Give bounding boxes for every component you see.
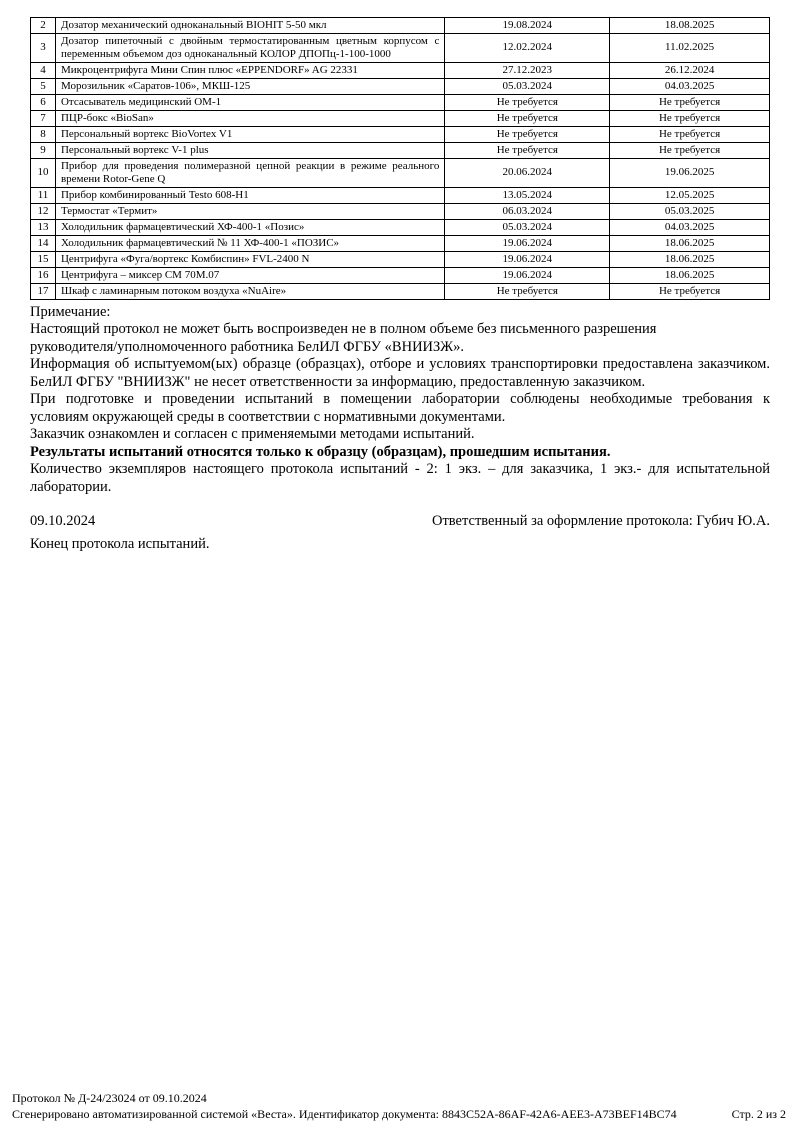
row-number: 17 (31, 283, 56, 299)
verification-valid-until: Не требуется (610, 126, 770, 142)
verification-date: 13.05.2024 (445, 187, 610, 203)
verification-date: 05.03.2024 (445, 78, 610, 94)
verification-valid-until: 05.03.2025 (610, 203, 770, 219)
signoff-block (30, 513, 770, 553)
verification-valid-until: 04.03.2025 (610, 219, 770, 235)
table-row (31, 78, 770, 94)
table-row (31, 94, 770, 110)
verification-date: 06.03.2024 (445, 203, 610, 219)
note-line: БелИЛ ФГБУ "ВНИИЗЖ" не несет ответственности за информацию, предоставленную заказчиком. (30, 373, 646, 390)
equipment-name: Прибор комбинированный Testo 608-H1 (55, 187, 444, 203)
table-row (31, 187, 770, 203)
equipment-table (30, 17, 770, 300)
verification-date: 19.06.2024 (445, 235, 610, 251)
verification-date: 19.08.2024 (445, 18, 610, 34)
protocol-date: 09.10.2024 (30, 513, 96, 530)
row-number: 5 (31, 78, 56, 94)
note-line: Настоящий протокол не может быть воспроизведен не в полном объеме без письменного разрешения (30, 321, 657, 338)
verification-valid-until: 18.06.2025 (610, 235, 770, 251)
equipment-name: Дозатор пипеточный с двойным термостатированным цветным корпусом с переменным объемом доз одноканальный КОЛОР ДПОПц-1-100-1000 (55, 34, 444, 63)
row-number: 15 (31, 251, 56, 267)
verification-date: 05.03.2024 (445, 219, 610, 235)
equipment-name: Дозатор механический одноканальный BIOHIT 5-50 мкл (55, 18, 444, 34)
verification-valid-until: 18.06.2025 (610, 251, 770, 267)
footer-page-number: Стр. 2 из 2 (731, 1107, 786, 1121)
table-row (31, 219, 770, 235)
verification-date: 20.06.2024 (445, 158, 610, 187)
signoff-row (30, 513, 770, 531)
verification-valid-until: Не требуется (610, 94, 770, 110)
verification-date: Не требуется (445, 283, 610, 299)
verification-valid-until: 11.02.2025 (610, 34, 770, 63)
footer-generated-info: Сгенерировано автоматизированной системой «Веста». Идентификатор документа: 8843C52A-86AF-42A6-AEE3-A73BEF14BC74 (12, 1107, 677, 1121)
table-row (31, 158, 770, 187)
note-line: Количество экземпляров настоящего протокола испытаний - 2: 1 экз. – для заказчика, 1 экз.- для испытательной (30, 461, 770, 478)
footer-protocol-number: Протокол № Д-24/23024 от 09.10.2024 (12, 1091, 207, 1105)
row-number: 6 (31, 94, 56, 110)
equipment-name: Центрифуга – миксер СМ 70М.07 (55, 267, 444, 283)
end-of-protocol-line: Конец протокола испытаний. (30, 535, 210, 552)
row-number: 10 (31, 158, 56, 187)
verification-date: Не требуется (445, 142, 610, 158)
verification-date: 12.02.2024 (445, 34, 610, 63)
row-number: 11 (31, 187, 56, 203)
note-line: Примечание: (30, 303, 111, 320)
page-footer (12, 1090, 786, 1122)
note-line: При подготовке и проведении испытаний в помещении лаборатории соблюдены необходимые требования к (30, 391, 770, 408)
equipment-table-body (31, 18, 770, 300)
table-row (31, 18, 770, 34)
note-line: руководителя/уполномоченного работника БелИЛ ФГБУ «ВНИИЗЖ». (30, 338, 464, 355)
table-row (31, 235, 770, 251)
row-number: 2 (31, 18, 56, 34)
note-line: Заказчик ознакомлен и согласен с применяемыми методами испытаний. (30, 426, 475, 443)
verification-valid-until: Не требуется (610, 110, 770, 126)
verification-date: Не требуется (445, 126, 610, 142)
note-line: Информация об испытуемом(ых) образце (образцах), отборе и условиях транспортировки предоставлена заказчиком. (30, 356, 770, 373)
verification-date: 27.12.2023 (445, 62, 610, 78)
row-number: 13 (31, 219, 56, 235)
verification-valid-until: Не требуется (610, 283, 770, 299)
table-row (31, 283, 770, 299)
table-row (31, 267, 770, 283)
verification-valid-until: 19.06.2025 (610, 158, 770, 187)
note-line: условиям окружающей среды в соответствии с нормативными документами. (30, 408, 506, 425)
equipment-name: Термостат «Термит» (55, 203, 444, 219)
equipment-name: Прибор для проведения полимеразной цепной реакции в режиме реального времени Rotor-Gene Q (55, 158, 444, 187)
verification-valid-until: 04.03.2025 (610, 78, 770, 94)
row-number: 4 (31, 62, 56, 78)
row-number: 7 (31, 110, 56, 126)
row-number: 3 (31, 34, 56, 63)
equipment-name: Центрифуга «Фуга/вортекс Комбиспин» FVL-2400 N (55, 251, 444, 267)
row-number: 9 (31, 142, 56, 158)
verification-valid-until: 12.05.2025 (610, 187, 770, 203)
table-row (31, 203, 770, 219)
table-row (31, 142, 770, 158)
table-row (31, 34, 770, 63)
verification-date: Не требуется (445, 94, 610, 110)
note-line: Результаты испытаний относятся только к образцу (образцам), прошедшим испытания. (30, 443, 611, 460)
equipment-name: Шкаф с ламинарным потоком воздуха «NuAire» (55, 283, 444, 299)
page-content (30, 17, 770, 553)
row-number: 8 (31, 126, 56, 142)
table-row (31, 126, 770, 142)
notes-block (30, 304, 770, 497)
equipment-name: Отсасыватель медицинский ОМ-1 (55, 94, 444, 110)
responsible-person: Ответственный за оформление протокола: Губич Ю.А. (431, 513, 770, 530)
note-line: лаборатории. (30, 478, 112, 495)
row-number: 14 (31, 235, 56, 251)
verification-valid-until: 26.12.2024 (610, 62, 770, 78)
table-row (31, 62, 770, 78)
verification-valid-until: 18.06.2025 (610, 267, 770, 283)
equipment-name: Морозильник «Саратов-106», МКШ-125 (55, 78, 444, 94)
footer-row (12, 1106, 786, 1122)
verification-valid-until: 18.08.2025 (610, 18, 770, 34)
verification-valid-until: Не требуется (610, 142, 770, 158)
equipment-name: Персональный вортекс BioVortex V1 (55, 126, 444, 142)
verification-date: Не требуется (445, 110, 610, 126)
verification-date: 19.06.2024 (445, 251, 610, 267)
equipment-name: Холодильник фармацевтический № 11 ХФ-400-1 «ПОЗИС» (55, 235, 444, 251)
row-number: 16 (31, 267, 56, 283)
equipment-name: Персональный вортекс V-1 plus (55, 142, 444, 158)
equipment-name: ПЦР-бокс «BioSan» (55, 110, 444, 126)
table-row (31, 110, 770, 126)
table-row (31, 251, 770, 267)
row-number: 12 (31, 203, 56, 219)
equipment-name: Холодильник фармацевтический ХФ-400-1 «Позис» (55, 219, 444, 235)
equipment-name: Микроцентрифуга Мини Спин плюс «EPPENDORF» AG 22331 (55, 62, 444, 78)
verification-date: 19.06.2024 (445, 267, 610, 283)
